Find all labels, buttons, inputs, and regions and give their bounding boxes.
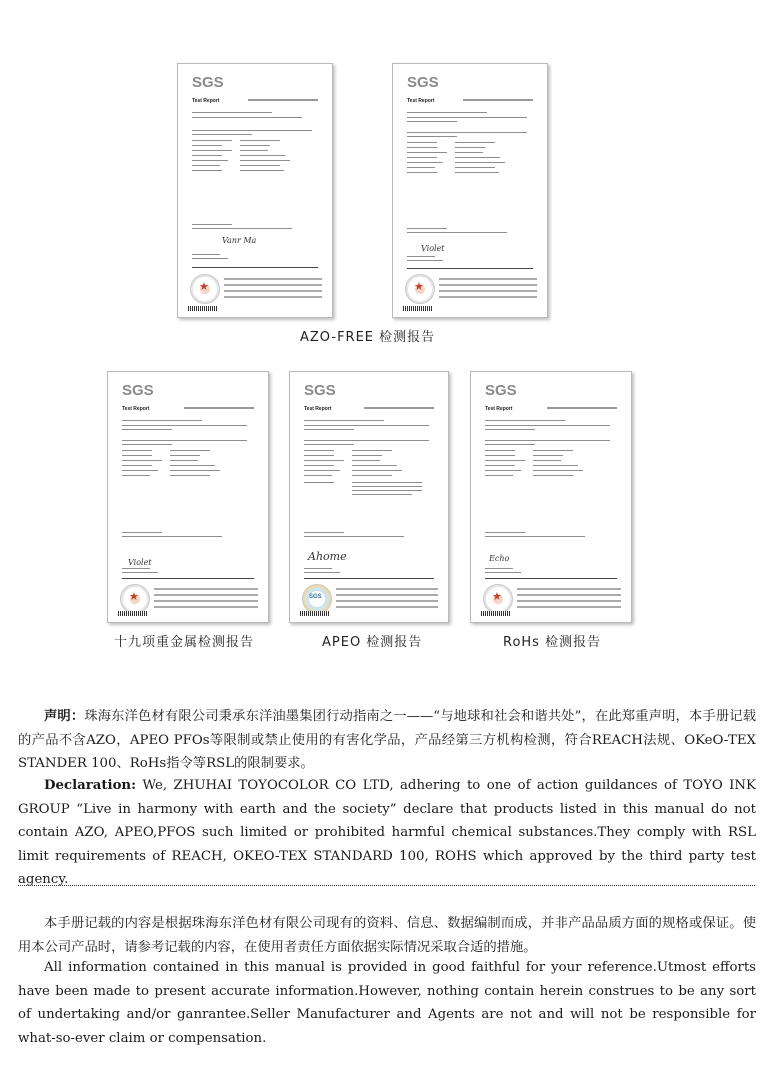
signature: Ahome: [308, 550, 347, 563]
caption-rohs: RoHs 检测报告: [503, 635, 602, 650]
statement-en: [18, 774, 756, 892]
seal-stamp: [405, 274, 435, 304]
azo-report-1: [177, 63, 333, 318]
statement-cn: [18, 705, 756, 776]
report-title: Test Report: [304, 406, 332, 412]
seal-stamp: [483, 584, 513, 614]
seal-stamp: [120, 584, 150, 614]
caption-azo: AZO-FREE 检测报告: [300, 330, 436, 345]
rohs-report: [470, 371, 632, 623]
statement-cn-label: 声明：: [44, 709, 85, 724]
signature: Violet: [128, 558, 152, 567]
azo-report-2: [392, 63, 548, 318]
report-title: Test Report: [485, 406, 513, 412]
signature: Violet: [421, 244, 445, 253]
sgs-logo: SGS: [304, 382, 336, 399]
report-title: Test Report: [192, 98, 220, 104]
disclaimer-en: All information contained in this manual is provided in good faithful for your reference.Utmost efforts have been made to present accurate information.However, nothing contain herein construes to be any sort of undertaking and/or ganrantee.Seller Manufacturer and Agents are not and will not be responsible for what-so-ever claim or compensation.: [18, 960, 756, 1046]
dotted-divider: [18, 885, 755, 886]
statement-en-label: Declaration:: [44, 778, 137, 793]
caption-apeo: APEO 检测报告: [322, 635, 423, 650]
sgs-logo: SGS: [192, 74, 224, 91]
sgs-logo: SGS: [407, 74, 439, 91]
heavy-metal-report: [107, 371, 269, 623]
statement-en-text: We, ZHUHAI TOYOCOLOR CO LTD, adhering to one of action guildances of TOYO INK GROUP “Live in harmony with earth and the society” declare that products listed in this manual do not contain AZO, APEO,PFOS such limited or prohibited harmful chemical substances.They comply with RSL limit requirements of REACH, OKEO-TEX STANDARD 100, ROHS which approved by the third party test agency.: [18, 778, 756, 887]
sgs-seal-stamp: [302, 584, 332, 614]
caption-heavy-metal: 十九项重金属检测报告: [114, 635, 255, 650]
signature: Vanr Ma: [222, 236, 257, 245]
signature: Echo: [489, 554, 510, 563]
apeo-report: [289, 371, 449, 623]
disclaimer-cn: 本手册记载的内容是根据珠海东洋色材有限公司现有的资料、信息、数据编制而成，并非产品品质方面的规格或保证。使用本公司产品时，请参考记载的内容，在使用者责任方面依据实际情况采取合适的措施。: [18, 916, 756, 955]
seal-stamp: [190, 274, 220, 304]
report-title: Test Report: [407, 98, 435, 104]
statement-cn-text: 珠海东洋色材有限公司秉承东洋油墨集团行动指南之一——“与地球和社会和谐共处”，在此郑重声明，本手册记载的产品不含AZO，APEO PFOs等限制或禁止使用的有害化学品，产品经第三方机构检测，符合REACH法规、OKeO-TEX STANDER 100、RoHs指令等RSL的限制要求。: [18, 709, 756, 771]
report-title: Test Report: [122, 406, 150, 412]
sgs-logo: SGS: [485, 382, 517, 399]
sgs-logo: SGS: [122, 382, 154, 399]
